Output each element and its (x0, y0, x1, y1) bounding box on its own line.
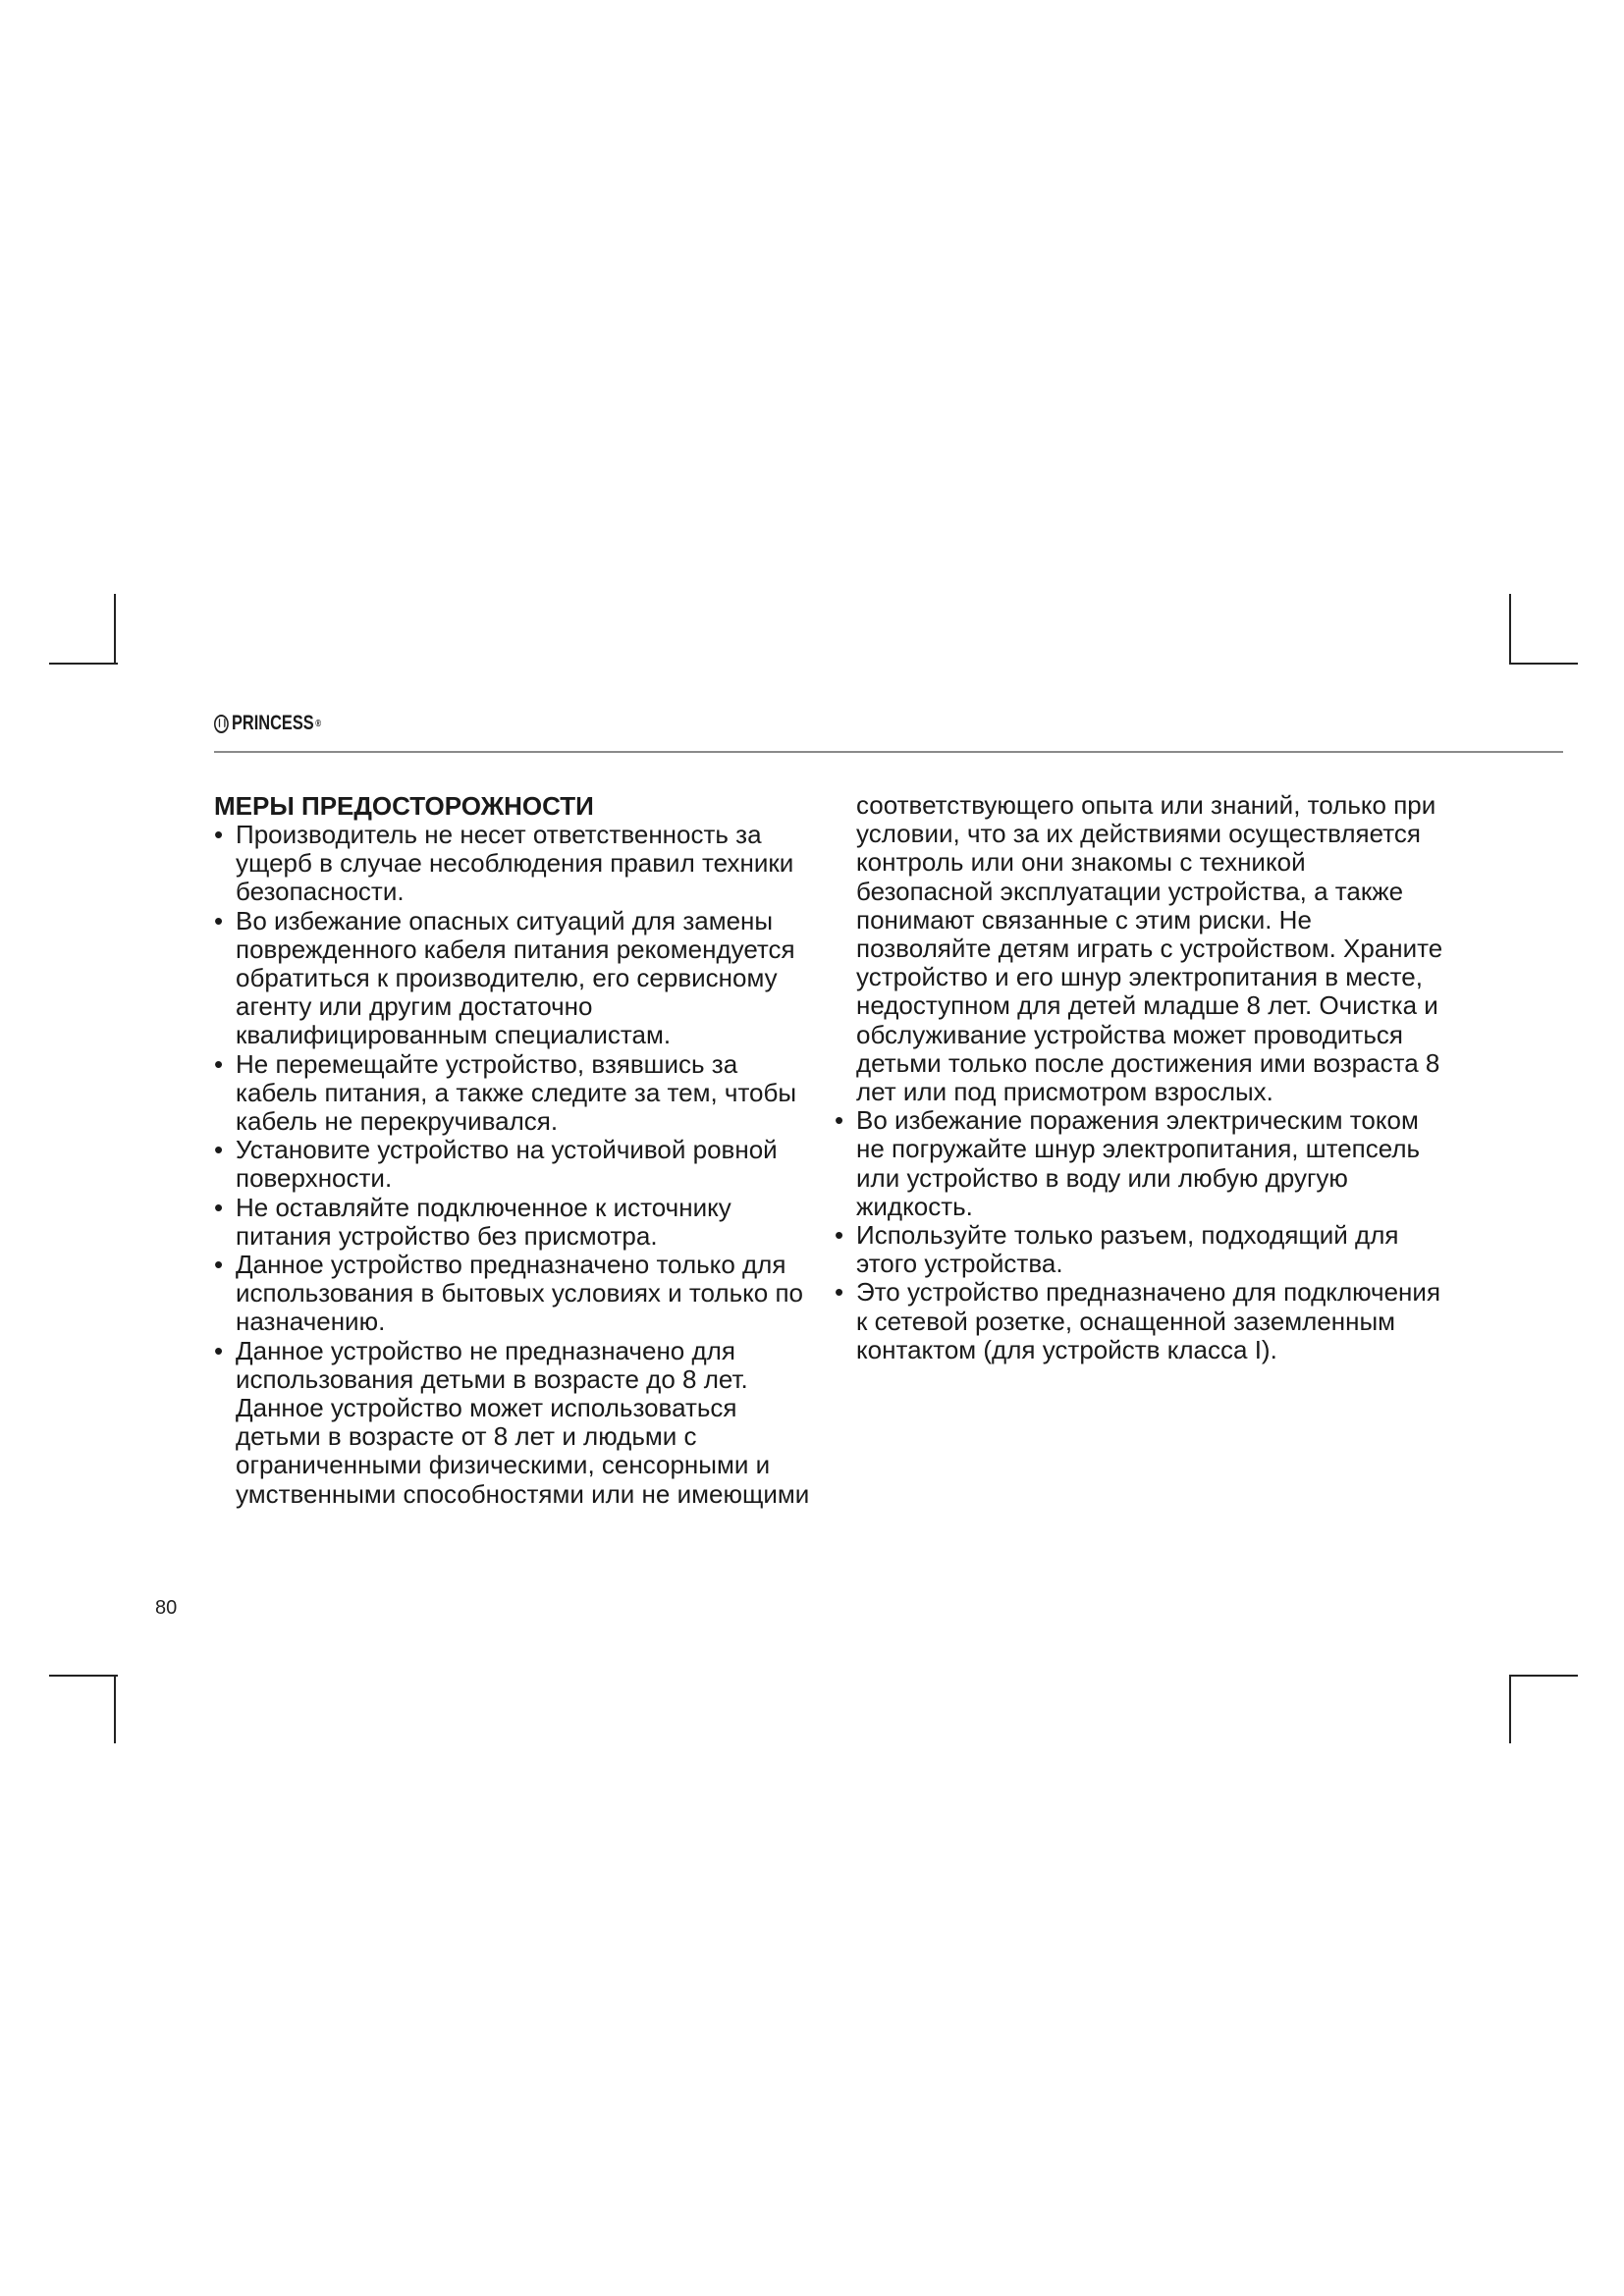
list-item: • Данное устройство не предназначено для использования детьми в возрасте до 8 лет. Данное устройство может использоваться детьми в возрасте от 8 лет и людьми с ограниченными физическими, сенсорными и умственными способностями или не имеющими (214, 1337, 815, 1509)
brand-logo (214, 712, 321, 735)
precautions-list-left (214, 821, 815, 1509)
continued-paragraph: соответствующего опыта или знаний, только при условии, что за их действиями осуществляется контроль или они знакомы с техникой безопасной эксплуатации устройства, а также понимают связанные с этим риски. Не позволяйте детям играть с устройством. Храните устройство и его шнур электропитания в месте, недоступном для детей младше 8 лет. Очистка и обслуживание устройства может проводиться детьми только после достижения ими возраста 8 лет или под присмотром взрослых. (856, 790, 1443, 1107)
list-item: • Установите устройство на устойчивой ровной поверхности. (214, 1136, 815, 1193)
right-column (835, 791, 1443, 1364)
list-item: • Не оставляйте подключенное к источнику питания устройство без присмотра. (214, 1194, 815, 1251)
brand-crown-icon (214, 715, 229, 733)
crop-mark-top-right-horizontal (1509, 663, 1578, 665)
crop-mark-bottom-right-vertical (1509, 1675, 1511, 1743)
left-column (214, 791, 815, 1509)
crop-mark-bottom-left-horizontal (49, 1675, 118, 1677)
list-item: • Во избежание опасных ситуаций для замены поврежденного кабеля питания рекомендуется обратиться к производителю, его сервисному агенту или другим достаточно квалифицированным специалистам. (214, 907, 815, 1050)
crop-mark-bottom-left-vertical (114, 1675, 116, 1743)
header-divider (214, 751, 1563, 753)
list-item: • Используйте только разъем, подходящий для этого устройства. (835, 1221, 1443, 1278)
crop-mark-top-left-vertical (114, 594, 116, 663)
section-title: МЕРЫ ПРЕДОСТОРОЖНОСТИ (214, 791, 594, 821)
precautions-list-right (835, 1106, 1443, 1364)
page-number: 80 (155, 1597, 178, 1619)
list-item: • Во избежание поражения электрическим током не погружайте шнур электропитания, штепсель или устройство в воду или любую другую жидкость. (835, 1106, 1443, 1221)
list-item: • Это устройство предназначено для подключения к сетевой розетке, оснащенной заземленным контактом (для устройств класса I). (835, 1278, 1443, 1364)
list-item: • Производитель не несет ответственность за ущерб в случае несоблюдения правил техники безопасности. (214, 821, 815, 907)
brand-name: PRINCESS (231, 712, 314, 734)
crop-mark-top-right-vertical (1509, 594, 1511, 663)
list-item: • Данное устройство предназначено только для использования в бытовых условиях и только по назначению. (214, 1251, 815, 1337)
list-item: • Не перемещайте устройство, взявшись за кабель питания, а также следите за тем, чтобы кабель не перекручивался. (214, 1050, 815, 1137)
crop-mark-bottom-right-horizontal (1509, 1675, 1578, 1677)
brand-registered-mark: ® (315, 718, 321, 729)
crop-mark-top-left-horizontal (49, 663, 118, 665)
